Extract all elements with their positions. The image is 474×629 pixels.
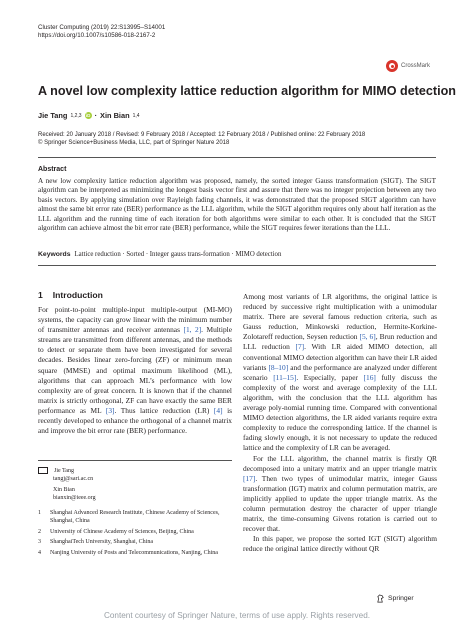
right-column [243,292,437,554]
keywords-label: Keywords [38,251,71,258]
affiliation-number: 4 [38,550,41,557]
affiliation-number: 1 [38,510,41,516]
citation-link[interactable]: [11–15] [273,372,297,382]
body-text: , Brun reduction and LLL reduction [243,332,437,352]
publisher-logo [376,594,414,603]
left-column [38,305,232,436]
citation-link[interactable]: [3] [105,405,115,415]
journal-citation: Cluster Computing (2019) 22:S13995–S14001 [38,24,166,31]
affiliation-list [38,510,232,561]
abstract-divider [38,265,436,266]
citation-link[interactable]: [8–10] [268,362,289,372]
courtesy-notice: Content courtesy of Springer Nature, terms of use apply. Rights reserved. [103,611,371,620]
body-text: . Multiple streams are transmitted from different antennas, and the methods to detect or separate them have been investigated for several decades. Besides linear zero-forcing (ZF) or minimum mean square (MMSE) and optimal maximum likelihood (ML), algorithms that can approach ML’s performance with low complexity are of great concern. It is known that if the channel matrix is strictly orthogonal, ZF can have exactly the same BER performance as ML [38,325,232,415]
author-name[interactable]: Jie Tang [38,111,68,120]
affiliation-item [38,550,232,558]
abstract-text: A new low complexity lattice reduction algorithm was proposed, namely, the sorted integer Gauss transformation (SIGT). The SIGT algorithm can be interpreted as minimizing the longest basis vector first and assure that there was no integer projection between any two basis vectors. By applying simulation over Rayleigh fading channels, it was demonstrated that the proposed SIGT algorithm can have almost the same bit error rate (BER) performance as the LLL algorithm, while the SIGT algorithm requires only about half iteration as the LLL algorithm and the running time of each iteration for both algorithms were similar to each other. It is concluded that the SIGT algorithm can achieve almost the bit error rate (BER) performance, while the SIGT requires fewer iterations than the LLL. [38,177,436,233]
author-separator: · [94,111,98,120]
section-title: Introduction [52,290,103,300]
author-affiliation-marks: 1,4 [132,112,140,119]
envelope-icon [38,467,48,474]
body-text: For the LLL algorithm, the channel matrix is firstly QR decomposed into a unitary matrix and an upper triangle matrix [243,453,437,473]
citation-link[interactable]: [4] [213,405,223,415]
citation-link[interactable]: [1, 2] [183,325,202,335]
citation-link[interactable]: [16] [363,372,376,382]
orcid-icon[interactable]: iD [85,113,91,118]
affiliation-number: 2 [38,528,41,535]
author-list [38,111,140,120]
author-affiliation-marks: 1,2,3 [70,112,82,119]
affiliation-text: ShanghaiTech University, Shanghai, China [50,539,154,546]
author-name[interactable]: Xin Bian [100,111,130,120]
springer-horse-icon [376,594,385,603]
body-text: . Especially, paper [296,372,364,382]
contact-email[interactable]: bianxin@ieee.org [53,495,96,502]
keywords-line [38,250,436,259]
citation-link[interactable]: [5, 6] [359,332,376,342]
body-paragraph [38,305,232,436]
section-number: 1 [38,290,43,300]
affiliation-number: 3 [38,539,41,546]
crossmark-label: CrossMark [401,63,431,69]
contact-name: Jie Tang [54,467,74,474]
header-divider [38,157,436,158]
journal-header [38,24,165,40]
body-text: Among most variants of LR algorithms, the original lattice is reduced by successive right multiplication with a unimodular matrix. There are several famous reduction criteria, such as Gauss reduction, Minkowski reduction, Hermite-Korkine-Zolotareff reduction, Seysen reduction [243,292,437,342]
body-text: . With LR aided MIMO detection, all conventional MIMO detection algorithm can have their LR aided variants [243,342,437,372]
body-paragraph [243,454,437,535]
body-text: fully discuss the complexity of the worst and average complexity of the LLL algorithm, with the conclusion that the LLL algorithm has average poly-nomial running time. Compared with conventional MIMO detection algorithms, the LR aided variants require extra complexity to reduce the corresponding lattice. If the channel is fading slowly enough, it is not necessary to update the reduced lattice and the complexity of LR can be averaged. [243,372,437,453]
paper-title: A novel low complexity lattice reduction algorithm for MIMO detection [38,84,456,98]
body-text: In this paper, we propose the sorted IGT (SIGT) algorithm reduce the original lattice directly without QR [243,534,437,554]
publisher-name: Springer [388,595,414,602]
body-text: . Then two types of unimodular matrix, integer Gauss transformation (IGT) matrix and column permutation matrix, are implicitly applied to update the upper triangle matrix. As the column permutation destroy the character of upper triangle matrix, the time-consuming Givens rotation is carried out to recover that. [243,473,437,534]
abstract-heading: Abstract [38,166,67,173]
affiliation-text: Nanjing University of Posts and Telecommunications, Nanjing, China [50,550,218,557]
contact-name: Xin Bian [53,487,75,494]
doi-link[interactable]: https://doi.org/10.1007/s10586-018-2167-2 [38,32,156,39]
corresponding-author [38,467,232,503]
footnote-divider [38,460,232,461]
body-text: . Thus lattice reduction (LR) [114,405,214,415]
citation-link[interactable]: [17] [243,473,256,483]
affiliation-item [38,529,232,537]
copyright-line: © Springer Science+Business Media, LLC, part of Springer Nature 2018 [38,140,230,146]
body-paragraph [243,534,437,554]
citation-link[interactable]: [7] [295,342,305,352]
affiliation-text: University of Chinese Academy of Sciences, Beijing, China [50,528,194,535]
affiliation-item [38,510,232,526]
affiliation-item [38,539,232,547]
contact-email[interactable]: tangj@sari.ac.cn [53,475,94,482]
crossmark-icon [386,60,398,72]
history-dates: Received: 20 January 2018 / Revised: 9 February 2018 / Accepted: 12 February 2018 / Published online: 22 February 2018 [38,132,366,138]
body-text: is recently developed to enhance the orthogonal of a channel matrix and improve the bit error rate (BER) performance. [38,405,232,436]
crossmark-badge[interactable] [386,59,446,73]
body-text: and the performance are analyzed under different scenario [243,362,437,382]
publication-history [38,131,438,147]
affiliation-text: Shanghai Advanced Research Institute, Chinese Academy of Sciences, Shanghai, China [50,510,220,524]
body-text: For point-to-point multiple-input multiple-output (MI-MO) systems, the capacity can grow linear with the minimum number of transmitter antennas and receiver antennas [38,305,232,335]
body-paragraph [243,292,437,454]
keywords-list: Lattice reduction · Sorted · Integer gauss trans-formation · MIMO detection [74,251,282,258]
section-heading [38,290,103,300]
